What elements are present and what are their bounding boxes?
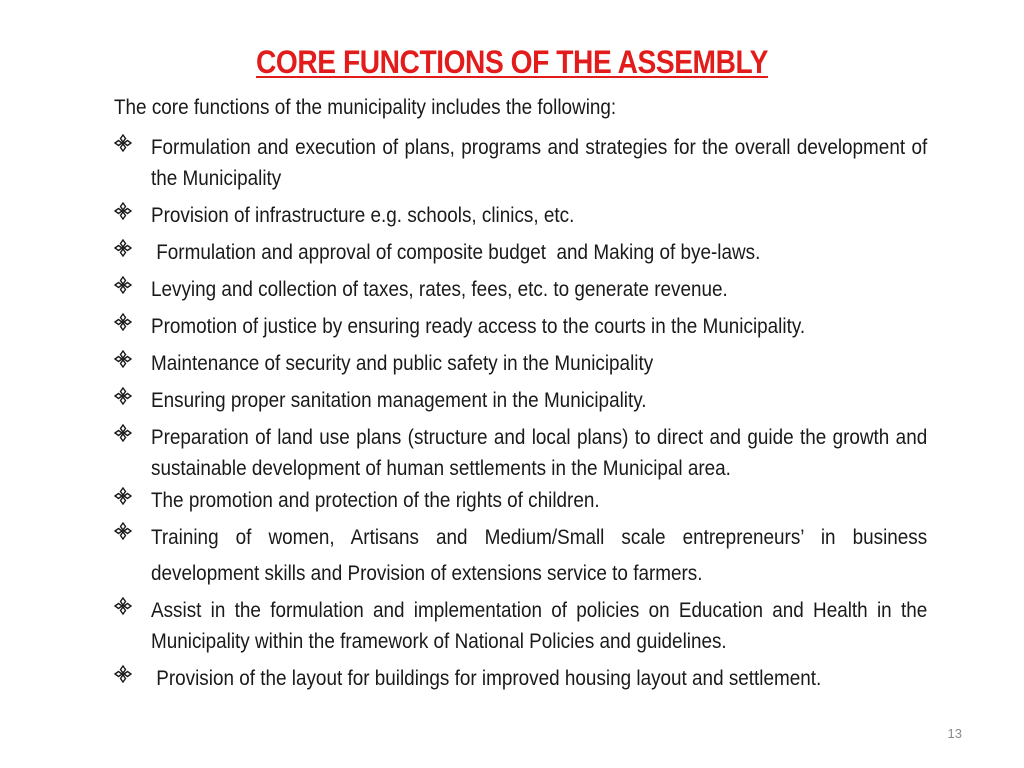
four-diamond-bullet-icon [114, 132, 138, 156]
four-diamond-bullet-icon [114, 385, 138, 409]
list-item [114, 663, 928, 694]
four-diamond-bullet-icon [114, 274, 138, 298]
list-item [114, 348, 928, 379]
page-number: 13 [947, 726, 962, 741]
list-item [114, 311, 928, 342]
list-item-text: Ensuring proper sanitation management in the Municipality. [151, 389, 647, 412]
list-item [114, 422, 928, 484]
four-diamond-bullet-icon [114, 200, 138, 224]
list-item [114, 200, 928, 231]
four-diamond-bullet-icon [114, 422, 138, 446]
four-diamond-bullet-icon [114, 663, 138, 687]
list-item-text: Maintenance of security and public safety in the Municipality [151, 352, 654, 375]
slide-title: CORE FUNCTIONS OF THE ASSEMBLY [256, 44, 768, 80]
list-item [114, 274, 928, 305]
list-item-text: Preparation of land use plans (structure and local plans) to direct and guide the growth and sustainable development of human settlements in the Municipal area. [151, 426, 928, 480]
list-item [114, 520, 928, 592]
list-item [114, 485, 928, 516]
list-item [114, 132, 928, 194]
list-item-text: Provision of infrastructure e.g. schools, clinics, etc. [151, 204, 575, 227]
list-item-text: Formulation and approval of composite budget and Making of bye-laws. [151, 241, 761, 264]
list-item-text: Promotion of justice by ensuring ready access to the courts in the Municipality. [151, 315, 806, 338]
intro-text: The core functions of the municipality includes the following: [114, 96, 617, 119]
four-diamond-bullet-icon [114, 595, 138, 619]
four-diamond-bullet-icon [114, 348, 138, 372]
four-diamond-bullet-icon [114, 237, 138, 261]
list-item-text: Formulation and execution of plans, programs and strategies for the overall development of the Municipality [151, 136, 928, 190]
four-diamond-bullet-icon [114, 520, 138, 544]
list-item [114, 385, 928, 416]
list-item-text: Training of women, Artisans and Medium/Small scale entrepreneurs’ in business development skills and Provision of extensions service to farmers. [151, 526, 928, 585]
list-item-text: Provision of the layout for buildings for improved housing layout and settlement. [151, 667, 822, 690]
list-item [114, 237, 928, 268]
list-item [114, 595, 928, 657]
four-diamond-bullet-icon [114, 311, 138, 335]
list-item-text: Levying and collection of taxes, rates, fees, etc. to generate revenue. [151, 278, 728, 301]
list-item-text: Assist in the formulation and implementation of policies on Education and Health in the Municipality within the framework of National Policies and guidelines. [151, 599, 928, 653]
four-diamond-bullet-icon [114, 485, 138, 509]
list-item-text: The promotion and protection of the rights of children. [151, 489, 600, 512]
